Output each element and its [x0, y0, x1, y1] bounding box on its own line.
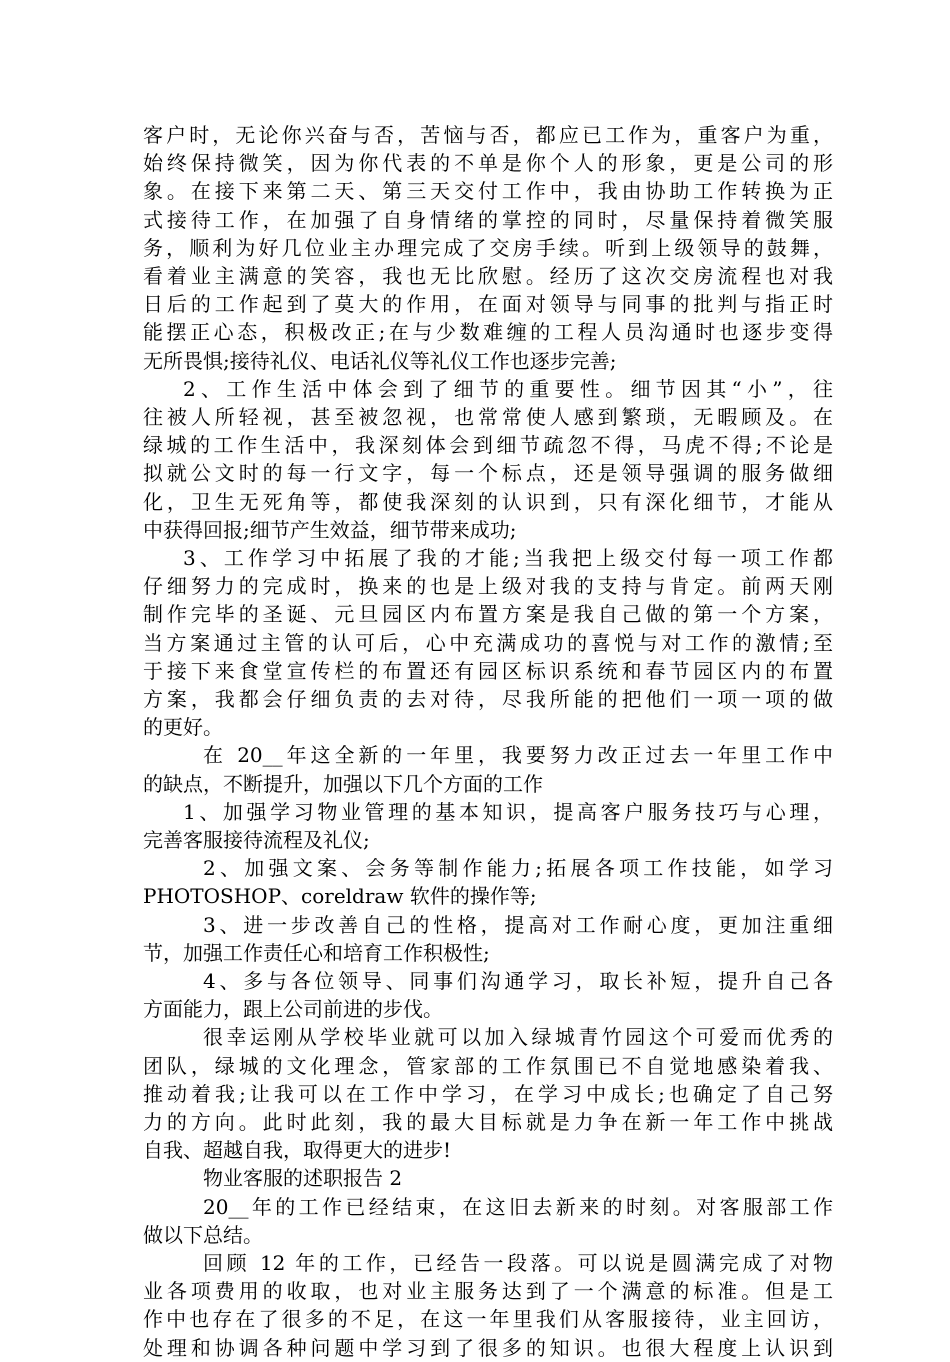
text-line: 作中也存在了很多的不足，在这一年里我们从客服接待，业主回访， — [143, 1307, 833, 1332]
text-line: 做以下总结。 — [143, 1222, 263, 1247]
text-line: 仔细努力的完成时，换来的也是上级对我的支持与肯定。前两天刚 — [143, 574, 833, 599]
text-line: 业各项费用的收取，也对业主服务达到了一个满意的标准。但是工 — [143, 1279, 833, 1304]
text-line: 能摆正心态，积极改正;在与少数难缠的工程人员沟通时也逐步变得 — [143, 320, 833, 345]
text-line: 当方案通过主管的认可后，心中充满成功的喜悦与对工作的激情;至 — [143, 630, 833, 655]
paragraph-start-line: 3、工作学习中拓展了我的才能;当我把上级交付每一项工作都 — [183, 546, 833, 570]
text-line: 拟就公文时的每一行文字，每一个标点，还是领导强调的服务做细 — [143, 461, 833, 486]
paragraph-start-line: 1、加强学习物业管理的基本知识，提高客户服务技巧与心理， — [183, 799, 833, 824]
text-line: 力的方向。此时此刻，我的最大目标就是力争在新一年工作中挑战 — [143, 1110, 833, 1134]
text-line: 团队，绿城的文化理念，管家部的工作氛围已不自觉地感染着我、 — [143, 1053, 833, 1078]
text-line: PHOTOSHOP、coreldraw 软件的操作等; — [143, 884, 537, 909]
paragraph-start-line: 3、进一步改善自己的性格，提高对工作耐心度，更加注重细 — [203, 912, 833, 937]
text-line: 方案，我都会仔细负责的去对待，尽我所能的把他们一项一项的做 — [143, 687, 833, 711]
paragraph-start-line: 4、多与各位领导、同事们沟通学习，取长补短，提升自己各 — [203, 969, 833, 993]
text-line: 制作完毕的圣诞、元旦园区内布置方案是我自己做的第一个方案， — [143, 602, 833, 627]
text-line: 的更好。 — [143, 715, 223, 740]
paragraph-start-line: 回顾 12 年的工作，已经告一段落。可以说是圆满完成了对物 — [203, 1251, 833, 1275]
text-line: 自我、超越自我，取得更大的进步! — [143, 1138, 452, 1163]
paragraph-start-line: 在 20__年这全新的一年里，我要努力改正过去一年里工作中 — [203, 743, 833, 768]
text-line: 的缺点，不断提升，加强以下几个方面的工作 — [143, 771, 543, 796]
text-line: 完善客服接待流程及礼仪; — [143, 828, 370, 852]
text-line: 中获得回报;细节产生效益，细节带来成功; — [143, 517, 517, 542]
text-line: 方面能力，跟上公司前进的步伐。 — [143, 997, 443, 1022]
text-line: 往被人所轻视，甚至被忽视，也常常使人感到繁琐，无暇顾及。在 — [143, 405, 833, 429]
text-line: 于接下来食堂宣传栏的布置还有园区标识系统和春节园区内的布置 — [143, 658, 833, 683]
text-line: 日后的工作起到了莫大的作用，在面对领导与同事的批判与指正时 — [143, 292, 833, 317]
text-line: 推动着我;让我可以在工作中学习，在学习中成长;也确定了自己努 — [143, 1081, 833, 1106]
text-line: 化，卫生无死角等，都使我深刻的认识到，只有深化细节，才能从 — [143, 489, 833, 514]
text-line: 始终保持微笑，因为你代表的不单是你个人的形象，更是公司的形 — [143, 151, 833, 176]
paragraph-start-line: 20__年的工作已经结束，在这旧去新来的时刻。对客服部工作 — [203, 1194, 833, 1219]
text-line: 式接待工作，在加强了自身情绪的掌控的同时，尽量保持着微笑服 — [143, 207, 833, 232]
section-heading: 物业客服的述职报告 2 — [203, 1166, 403, 1191]
paragraph-start-line: 2、工作生活中体会到了细节的重要性。细节因其“小”，往 — [183, 376, 833, 401]
text-line: 无所畏惧;接待礼仪、电话礼仪等礼仪工作也逐步完善; — [143, 348, 617, 373]
text-line: 绿城的工作生活中，我深刻体会到细节疏忽不得，马虎不得;不论是 — [143, 433, 833, 458]
paragraph-start-line: 2、加强文案、会务等制作能力;拓展各项工作技能，如学习 — [203, 856, 833, 881]
text-line: 节，加强工作责任心和培育工作积极性; — [143, 940, 490, 965]
text-line: 看着业主满意的笑容，我也无比欣慰。经历了这次交房流程也对我 — [143, 264, 833, 288]
text-line: 处理和协调各种问题中学习到了很多的知识。也很大程度上认识到 — [143, 1335, 833, 1360]
paragraph-start-line: 很幸运刚从学校毕业就可以加入绿城青竹园这个可爱而优秀的 — [203, 1025, 833, 1050]
text-line: 务，顺利为好几位业主办理完成了交房手续。听到上级领导的鼓舞， — [143, 235, 833, 260]
text-line: 象。在接下来第二天、第三天交付工作中，我由协助工作转换为正 — [143, 179, 833, 204]
text-line: 客户时，无论你兴奋与否，苦恼与否，都应已工作为，重客户为重， — [143, 123, 833, 147]
